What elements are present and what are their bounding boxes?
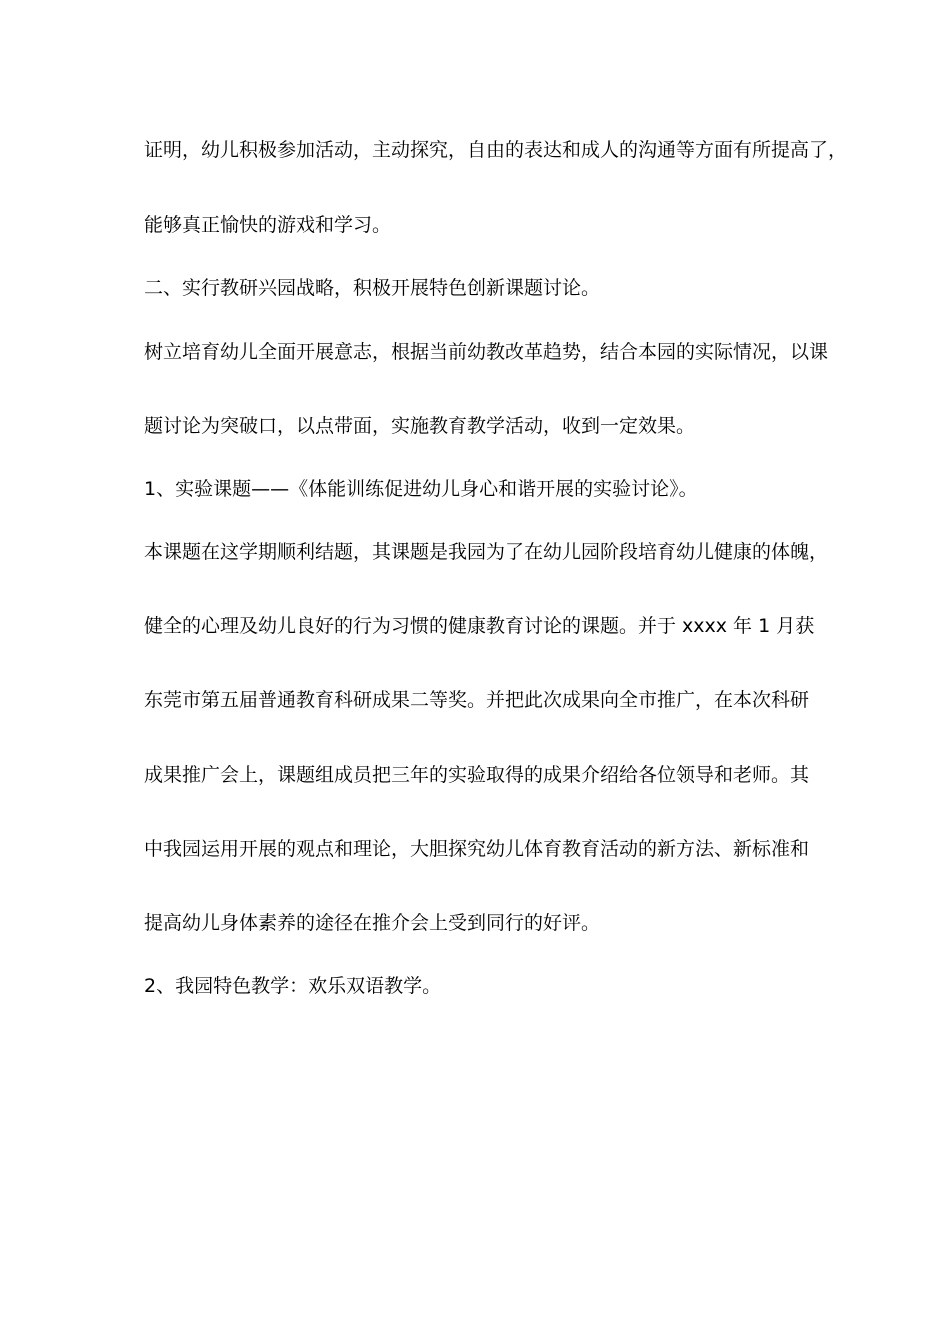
paragraph-line-12: 提高幼儿身体素养的途径在推介会上受到同行的好评。 [144, 912, 601, 934]
paragraph-line-1: 证明，幼儿积极参加活动，主动探究，自由的表达和成人的沟通等方面有所提高了， [144, 139, 848, 161]
paragraph-line-10: 成果推广会上，课题组成员把三年的实验取得的成果介绍给各位领导和老师。其 [144, 764, 810, 786]
section-heading-2: 二、实行教研兴园战略，积极开展特色创新课题讨论。 [144, 277, 601, 299]
paragraph-line-8: 健全的心理及幼儿良好的行为习惯的健康教育讨论的课题。并于 xxxx 年 1 月获 [144, 615, 815, 637]
subsection-heading-1: 1、实验课题——《体能训练促进幼儿身心和谐开展的实验讨论》。 [144, 478, 698, 500]
subsection-heading-2: 2、我园特色教学：欢乐双语教学。 [144, 975, 442, 997]
paragraph-line-9: 东莞市第五届普通教育科研成果二等奖。并把此次成果向全市推广，在本次科研 [144, 689, 810, 711]
paragraph-line-4: 树立培育幼儿全面开展意志，根据当前幼教改革趋势，结合本园的实际情况，以课 [144, 341, 829, 363]
paragraph-line-2: 能够真正愉快的游戏和学习。 [144, 214, 392, 236]
paragraph-line-5: 题讨论为突破口，以点带面，实施教育教学活动，收到一定效果。 [144, 415, 696, 437]
paragraph-line-7: 本课题在这学期顺利结题，其课题是我园为了在幼儿园阶段培育幼儿健康的体魄， [144, 541, 829, 563]
paragraph-line-11: 中我园运用开展的观点和理论，大胆探究幼儿体育教育活动的新方法、新标准和 [144, 838, 810, 860]
